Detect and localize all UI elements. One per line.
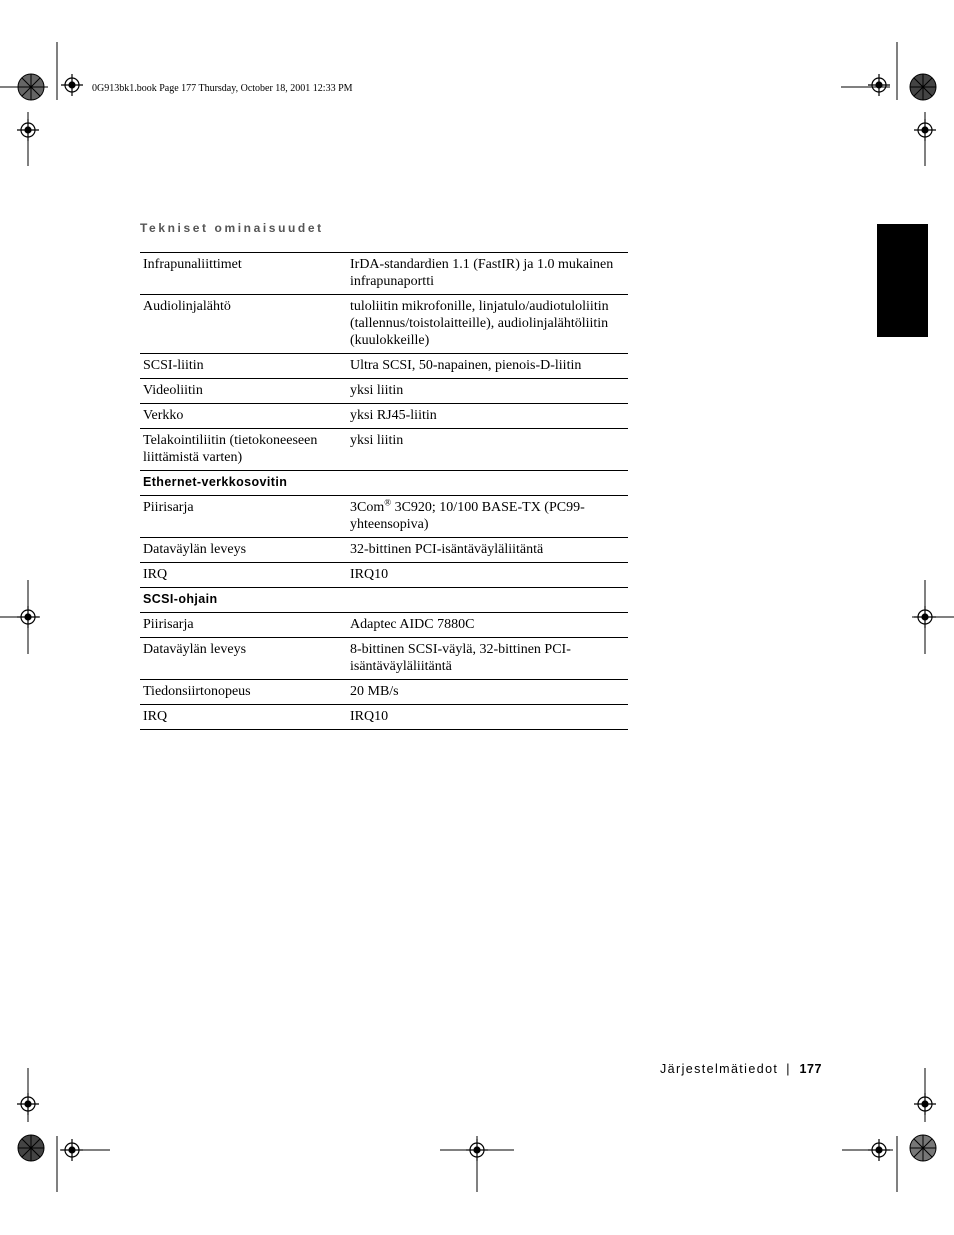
spec-value: tuloliitin mikrofonille, linjatulo/audiotuloliitin (tallennus/toistolaitteille), audiolinjalähtöliitin (kuulokkeille): [350, 299, 609, 348]
registered-mark: ®: [384, 497, 392, 508]
spec-value: Adaptec AIDC 7880C: [350, 617, 475, 632]
spec-value: Ultra SCSI, 50-napainen, pienois-D-liitin: [350, 358, 582, 373]
table-row: [140, 295, 628, 354]
table-row: [140, 638, 628, 680]
spec-label: IRQ: [143, 709, 168, 724]
spec-label: Videoliitin: [143, 383, 203, 398]
table-row: [140, 354, 628, 379]
spec-value: IRQ10: [350, 567, 389, 582]
spec-label: SCSI-liitin: [143, 358, 204, 373]
spec-label: Tiedonsiirtonopeus: [143, 684, 251, 699]
spec-value: [345, 496, 628, 538]
spec-table: [140, 252, 628, 730]
value-brand: 3Com: [350, 500, 385, 515]
footer-section-name: Järjestelmätiedot: [660, 1062, 779, 1076]
subheading-label: SCSI-ohjain: [143, 592, 218, 606]
table-row: [140, 379, 628, 404]
table-subheading-scsi: [140, 588, 628, 613]
table-row: [140, 680, 628, 705]
spec-label: Verkko: [143, 408, 184, 423]
spec-label: Piirisarja: [143, 500, 194, 515]
spec-value: 32-bittinen PCI-isäntäväyläliitäntä: [350, 542, 544, 557]
spec-label: Infrapunaliittimet: [143, 257, 242, 272]
table-row: [140, 404, 628, 429]
table-row: [140, 496, 628, 538]
spec-value: IRQ10: [350, 709, 389, 724]
spec-value: yksi liitin: [350, 383, 404, 398]
spec-value: IrDA-standardien 1.1 (FastIR) ja 1.0 mukainen infrapunaportti: [350, 257, 614, 289]
page-footer: [660, 1062, 822, 1076]
table-row: [140, 253, 628, 295]
spec-value: 8-bittinen SCSI-väylä, 32-bittinen PCI-isäntäväyläliitäntä: [350, 642, 571, 674]
section-title: Tekniset ominaisuudet: [140, 221, 324, 235]
spec-value: yksi RJ45-liitin: [350, 408, 437, 423]
table-row: [140, 613, 628, 638]
spec-label: Audiolinjalähtö: [143, 299, 231, 314]
footer-separator: |: [786, 1062, 790, 1076]
spec-label: Telakointiliitin (tietokoneeseen liittämistä varten): [143, 433, 318, 465]
spec-label: Dataväylän leveys: [143, 642, 247, 657]
table-row: [140, 429, 628, 471]
spec-label: IRQ: [143, 567, 168, 582]
spec-label: Piirisarja: [143, 617, 194, 632]
table-row: [140, 563, 628, 588]
value-rest: 3C920; 10/100 BASE-TX (PC99-yhteensopiva): [350, 500, 585, 532]
table-row: [140, 705, 628, 730]
spec-value: 20 MB/s: [350, 684, 399, 699]
thumb-tab: [877, 224, 928, 337]
print-slug: 0G913bk1.book Page 177 Thursday, October 18, 2001 12:33 PM: [92, 83, 353, 94]
subheading-label: Ethernet-verkkosovitin: [143, 475, 288, 489]
table-row: [140, 538, 628, 563]
spec-value: yksi liitin: [350, 433, 404, 448]
page-number: 177: [799, 1062, 822, 1076]
table-subheading-ethernet: [140, 471, 628, 496]
spec-label: Dataväylän leveys: [143, 542, 247, 557]
